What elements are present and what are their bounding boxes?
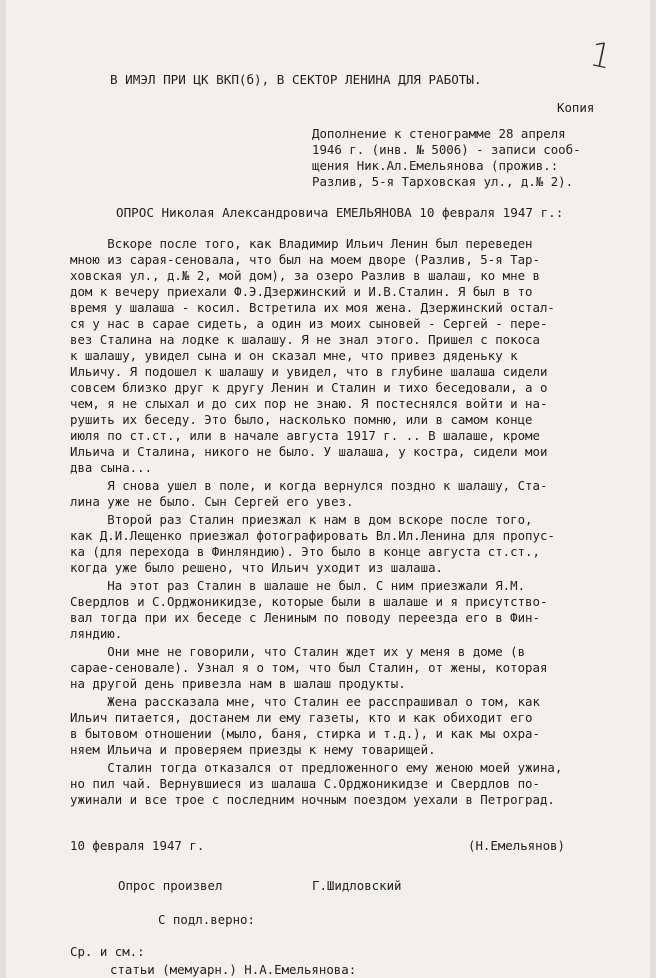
- body-line: сарае-сеновале). Узнал я о том, что был Сталин, от жены, которая: [70, 660, 548, 675]
- body-line: Они мне не говорили, что Сталин ждет их у меня в доме (в: [70, 644, 526, 659]
- body-line: совсем близко друг к другу Ленин и Сталин и тихо беседовали, а о: [70, 380, 548, 395]
- supplement-line: Дополнение к стенограмме 28 апреля: [312, 126, 566, 141]
- body-line: вез Сталина на лодке к шалашу. Я не знал этого. Пришел с покоса: [70, 332, 540, 347]
- compare-label: Ср. и см.:: [70, 944, 145, 959]
- copy-verified-note: С подл.верно:: [158, 912, 255, 927]
- body-line: ся у нас в сарае сидеть, а один из моих сыновей - Сергей - пере-: [70, 316, 548, 331]
- body-line: когда уже было решено, что Ильич уходит из шалаша.: [70, 560, 443, 575]
- body-line: на другой день привезла нам в шалаш продукты.: [70, 676, 406, 691]
- body-line: ка (для перехода в Финляндию). Это было в конце августа ст.ст.,: [70, 544, 540, 559]
- body-line: Вскоре после того, как Владимир Ильич Ленин был переведен: [70, 236, 533, 251]
- supplement-line: 1946 г. (инв. № 5006) - записи сооб-: [312, 142, 581, 157]
- body-line: вал тогда при их беседе с Лениным по поводу переезда его в Фин-: [70, 610, 540, 625]
- body-line: время у шалаша - косил. Встретила их моя жена. Дзержинский остал-: [70, 300, 555, 315]
- supplement-line: щения Ник.Ал.Емельянова (прожив.:: [312, 158, 559, 173]
- interviewer-name: Г.Шидловский: [312, 878, 402, 893]
- body-line: Ильич питается, достанем ли ему газеты, кто и как обиходит его: [70, 710, 533, 725]
- body-line: в бытовом отношении (мыло, баня, стирка и т.д.), и как мы охра-: [70, 726, 540, 741]
- copy-label: Копия: [557, 100, 595, 115]
- body-line: но пил чай. Вернувшиеся из шалаша С.Орджоникидзе и Свердлов по-: [70, 776, 540, 791]
- body-line: дом к вечеру приехали Ф.Э.Дзержинский и И.В.Сталин. Я был в то: [70, 284, 533, 299]
- body-line: ляндию.: [70, 626, 123, 641]
- page-right-edge: [650, 0, 656, 978]
- body-line: чем, я не слыхал и до сих пор не знаю. Я постеснялся войти и на-: [70, 396, 548, 411]
- body-line: Ильича и Сталина, никого не было. У шалаша, у костра, сидели мои: [70, 444, 548, 459]
- page-number: 1: [586, 34, 616, 78]
- body-line: июля по ст.ст., или в начале августа 1917 г. .. В шалаше, кроме: [70, 428, 540, 443]
- body-line: ховская ул., д.№ 2, мой дом), за озеро Разлив в шалаш, ко мне в: [70, 268, 540, 283]
- body-line: два сына...: [70, 460, 153, 475]
- body-line: Второй раз Сталин приезжал к нам в дом вскоре после того,: [70, 512, 533, 527]
- interviewer-label: Опрос произвел: [118, 878, 223, 893]
- document-heading: В ИМЭЛ ПРИ ЦК ВКП(б), В СЕКТОР ЛЕНИНА ДЛЯ РАБОТЫ.: [110, 72, 482, 87]
- page-left-edge: [0, 0, 6, 978]
- body-line: к шалашу, увидел сына и он сказал мне, что привез дяденьку к: [70, 348, 518, 363]
- body-line: ужинали и все трое с последним ночным поездом уехали в Петроград.: [70, 792, 555, 807]
- body-line: На этот раз Сталин в шалаше не был. С ним приезжали Я.М.: [70, 578, 526, 593]
- body-line: мною из сарая-сеновала, что был на моем дворе (Разлив, 5-я Тар-: [70, 252, 540, 267]
- body-line: няем Ильича и проверяем приезды к нему товарищей.: [70, 742, 436, 757]
- interview-title: ОПРОС Николая Александровича ЕМЕЛЬЯНОВА 10 февраля 1947 г.:: [116, 205, 564, 220]
- body-line: как Д.И.Лещенко приезжал фотографировать Вл.Ил.Ленина для пропус-: [70, 528, 555, 543]
- body-line: Сталин тогда отказался от предложенного ему женою моей ужина,: [70, 760, 563, 775]
- body-line: Свердлов и С.Орджоникидзе, которые были в шалаше и я присутство-: [70, 594, 548, 609]
- supplement-line: Разлив, 5-я Тарховская ул., д.№ 2).: [312, 174, 574, 189]
- body-line: Я снова ушел в поле, и когда вернулся поздно к шалашу, Ста-: [70, 478, 548, 493]
- memoir-label: статьи (мемуарн.) Н.А.Емельянова:: [110, 962, 357, 977]
- document-date: 10 февраля 1947 г.: [70, 838, 205, 853]
- body-line: Ильичу. Я подошел к шалашу и увидел, что в глубине шалаша сидели: [70, 364, 548, 379]
- signature-name: (Н.Емельянов): [468, 838, 565, 853]
- body-line: рушить их беседу. Это было, насколько помню, или в самом конце: [70, 412, 533, 427]
- body-line: Жена рассказала мне, что Сталин ее расспрашивал о том, как: [70, 694, 540, 709]
- body-line: лина уже не было. Сын Сергей его увез.: [70, 494, 354, 509]
